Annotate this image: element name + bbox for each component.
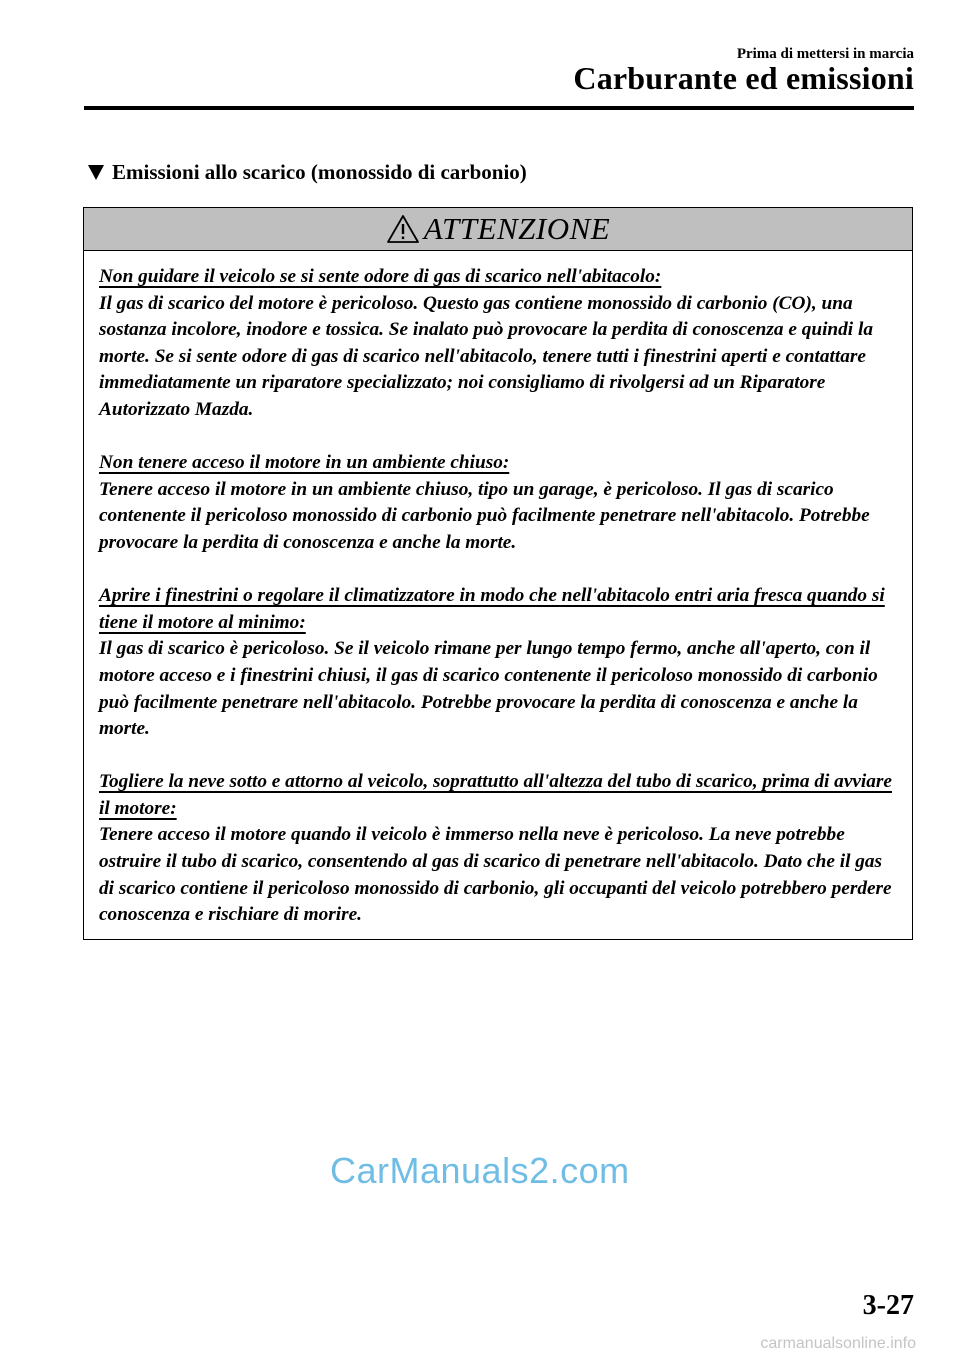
warning-paragraph-text: Tenere acceso il motore in un ambiente chiuso, tipo un garage, è pericoloso. Il gas di scarico contenente il pericoloso monossido di carbonio può facilmente penetrare nell'abitacolo. Potrebbe provocare la perdita di conoscenza e anche la morte. (99, 478, 870, 553)
page-number: 3-27 (862, 1290, 914, 1321)
header-rule (84, 106, 914, 110)
warning-paragraph (99, 769, 896, 929)
warning-paragraph-text: Tenere acceso il motore quando il veicolo è immerso nella neve è pericoloso. La neve potrebbe ostruire il tubo di scarico, consentendo al gas di scarico di penetrare nell'abitacolo. Dato che il gas di scarico contiene il pericoloso monossido di carbonio, gli occupanti del veicolo potrebbero perdere conoscenza e rischiare di morire. (99, 824, 892, 926)
warning-paragraph (99, 583, 896, 743)
watermark: CarManuals2.com (330, 1150, 630, 1191)
warning-triangle-icon (386, 214, 420, 244)
footer-site-link: carmanualsonline.info (760, 1335, 916, 1352)
warning-box (83, 207, 913, 940)
down-triangle-icon (88, 165, 104, 180)
section-heading-text: Emissioni allo scarico (monossido di carbonio) (112, 160, 527, 184)
warning-header (84, 208, 912, 251)
warning-paragraph-heading: Non guidare il veicolo se si sente odore di gas di scarico nell'abitacolo: (99, 266, 662, 287)
warning-paragraph-heading: Togliere la neve sotto e attorno al veicolo, soprattutto all'altezza del tubo di scarico, prima di avviare il motore: (99, 771, 892, 819)
warning-paragraph (99, 450, 896, 556)
warning-paragraph-heading: Non tenere acceso il motore in un ambiente chiuso: (99, 452, 510, 474)
warning-paragraph-heading: Aprire i finestrini o regolare il climatizzatore in modo che nell'abitacolo entri aria fresca quando si tiene il motore al minimo: (99, 585, 885, 633)
warning-paragraph-text: Il gas di scarico del motore è pericoloso. Questo gas contiene monossido di carbonio (CO), una sostanza incolore, inodore e tossica. Se inalato può provocare la perdita di conoscenza e quindi la morte. Se si sente odore di gas di scarico nell'abitacolo, tenere tutti i finestrini aperti e contattare immediatamente un riparatore specializzato; noi consigliamo di rivolgersi ad un Riparatore Autorizzato Mazda. (99, 292, 873, 420)
page-title: Carburante ed emissioni (573, 60, 914, 96)
warning-body (84, 251, 912, 929)
warning-paragraph-text: Il gas di scarico è pericoloso. Se il veicolo rimane per lungo tempo fermo, anche all'aperto, con il motore acceso e i finestrini chiusi, il gas di scarico contenente il pericoloso monossido di carbonio può facilmente penetrare nell'abitacolo. Potrebbe provocare la perdita di conoscenza e anche la morte. (99, 638, 878, 740)
warning-paragraph (99, 264, 896, 424)
section-heading (88, 160, 527, 185)
warning-title: ATTENZIONE (423, 211, 611, 246)
chapter-title: Prima di mettersi in marcia (736, 46, 914, 62)
